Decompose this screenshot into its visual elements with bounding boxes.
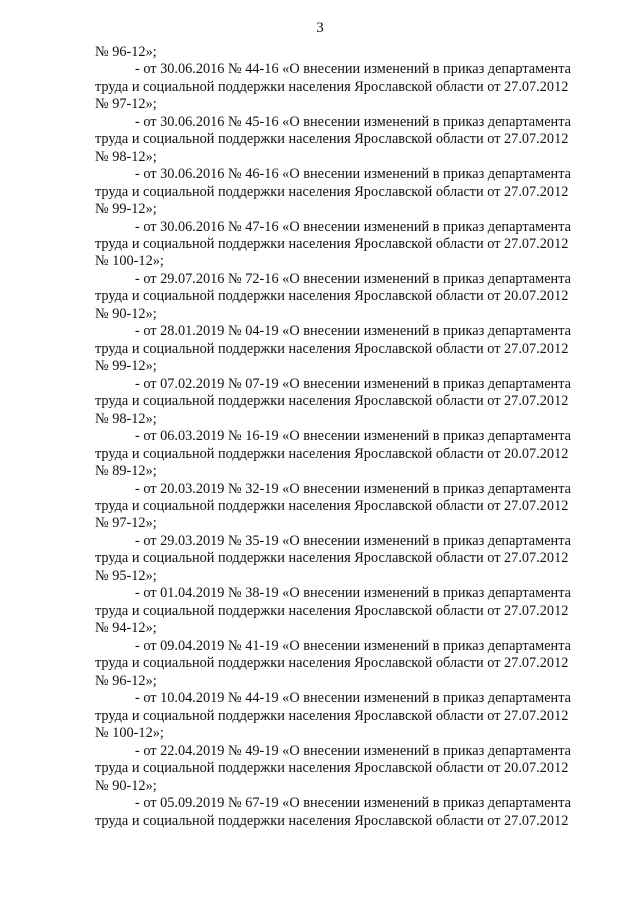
order-entry-line-2: труда и социальной поддержки населения Ярославской области от 27.07.2012 <box>95 183 569 200</box>
order-entry <box>95 585 613 637</box>
order-entry <box>95 376 613 428</box>
order-entry-line-3: № 94-12»; <box>95 620 157 637</box>
order-entry <box>95 61 613 113</box>
order-entry <box>95 219 613 271</box>
order-entry-line-1: - от 30.06.2016 № 46-16 «О внесении изменений в приказ департамента <box>135 166 571 183</box>
order-entry-line-1: - от 01.04.2019 № 38-19 «О внесении изменений в приказ департамента <box>135 585 571 602</box>
order-entry-line-3: № 99-12»; <box>95 201 157 218</box>
order-entry-line-2: труда и социальной поддержки населения Ярославской области от 27.07.2012 <box>95 812 569 829</box>
order-entry <box>95 533 613 585</box>
order-entry-line-2: труда и социальной поддержки населения Ярославской области от 20.07.2012 <box>95 760 569 777</box>
order-entry-line-2: труда и социальной поддержки населения Ярославской области от 27.07.2012 <box>95 655 569 672</box>
order-entry-line-1: - от 22.04.2019 № 49-19 «О внесении изменений в приказ департамента <box>135 742 571 759</box>
order-entry-line-3: № 97-12»; <box>95 96 157 113</box>
order-entry-line-2: труда и социальной поддержки населения Ярославской области от 27.07.2012 <box>95 78 569 95</box>
order-entry-line-2: труда и социальной поддержки населения Ярославской области от 20.07.2012 <box>95 288 569 305</box>
order-entry <box>95 690 613 742</box>
order-entry-line-3: № 89-12»; <box>95 463 157 480</box>
order-entry <box>95 481 613 533</box>
order-entry <box>95 166 613 218</box>
order-entry-line-1: - от 28.01.2019 № 04-19 «О внесении изменений в приказ департамента <box>135 323 571 340</box>
order-entry-line-1: - от 05.09.2019 № 67-19 «О внесении изменений в приказ департамента <box>135 795 571 812</box>
order-entry <box>95 638 613 690</box>
page-number: 3 <box>316 20 324 36</box>
order-entry-line-1: - от 20.03.2019 № 32-19 «О внесении изменений в приказ департамента <box>135 480 571 497</box>
order-entry-line-3: № 97-12»; <box>95 515 157 532</box>
order-entry-line-3: № 100-12»; <box>95 253 164 270</box>
order-entry-line-2: труда и социальной поддержки населения Ярославской области от 27.07.2012 <box>95 550 569 567</box>
order-entry-line-2: труда и социальной поддержки населения Ярославской области от 20.07.2012 <box>95 445 569 462</box>
order-entry-line-1: - от 29.07.2016 № 72-16 «О внесении изменений в приказ департамента <box>135 271 571 288</box>
order-entry-line-3: № 90-12»; <box>95 777 157 794</box>
order-entry <box>95 795 613 830</box>
order-entry-line-1: - от 30.06.2016 № 47-16 «О внесении изменений в приказ департамента <box>135 218 571 235</box>
order-entry-line-3: № 98-12»; <box>95 410 157 427</box>
order-entry-line-2: труда и социальной поддержки населения Ярославской области от 27.07.2012 <box>95 236 569 253</box>
order-entry <box>95 271 613 323</box>
order-entry-line-2: труда и социальной поддержки населения Ярославской области от 27.07.2012 <box>95 393 569 410</box>
document-body <box>95 44 613 830</box>
order-entry-line-1: - от 30.06.2016 № 45-16 «О внесении изменений в приказ департамента <box>135 113 571 130</box>
order-entry-line-3: № 96-12»; <box>95 672 157 689</box>
continuation-line: № 96-12»; <box>95 44 157 60</box>
order-entry-line-3: № 100-12»; <box>95 725 164 742</box>
order-entry-line-1: - от 30.06.2016 № 44-16 «О внесении изменений в приказ департамента <box>135 61 571 78</box>
order-entry <box>95 743 613 795</box>
order-entry-line-1: - от 09.04.2019 № 41-19 «О внесении изменений в приказ департамента <box>135 637 571 654</box>
order-entry-line-1: - от 06.03.2019 № 16-19 «О внесении изменений в приказ департамента <box>135 428 571 445</box>
order-entry-line-2: труда и социальной поддержки населения Ярославской области от 27.07.2012 <box>95 340 569 357</box>
order-entry-line-1: - от 10.04.2019 № 44-19 «О внесении изменений в приказ департамента <box>135 690 571 707</box>
order-entry-line-2: труда и социальной поддержки населения Ярославской области от 27.07.2012 <box>95 498 569 515</box>
order-entry-line-1: - от 07.02.2019 № 07-19 «О внесении изменений в приказ департамента <box>135 375 571 392</box>
order-entry <box>95 428 613 480</box>
order-entry-line-3: № 95-12»; <box>95 567 157 584</box>
order-entry-line-2: труда и социальной поддержки населения Ярославской области от 27.07.2012 <box>95 707 569 724</box>
order-entry <box>95 114 613 166</box>
order-list <box>95 61 613 830</box>
order-entry <box>95 323 613 375</box>
order-entry-line-1: - от 29.03.2019 № 35-19 «О внесении изменений в приказ департамента <box>135 533 571 550</box>
order-entry-line-3: № 99-12»; <box>95 358 157 375</box>
order-entry-line-2: труда и социальной поддержки населения Ярославской области от 27.07.2012 <box>95 602 569 619</box>
order-entry-line-3: № 98-12»; <box>95 148 157 165</box>
order-entry-line-3: № 90-12»; <box>95 305 157 322</box>
order-entry-line-2: труда и социальной поддержки населения Ярославской области от 27.07.2012 <box>95 131 569 148</box>
